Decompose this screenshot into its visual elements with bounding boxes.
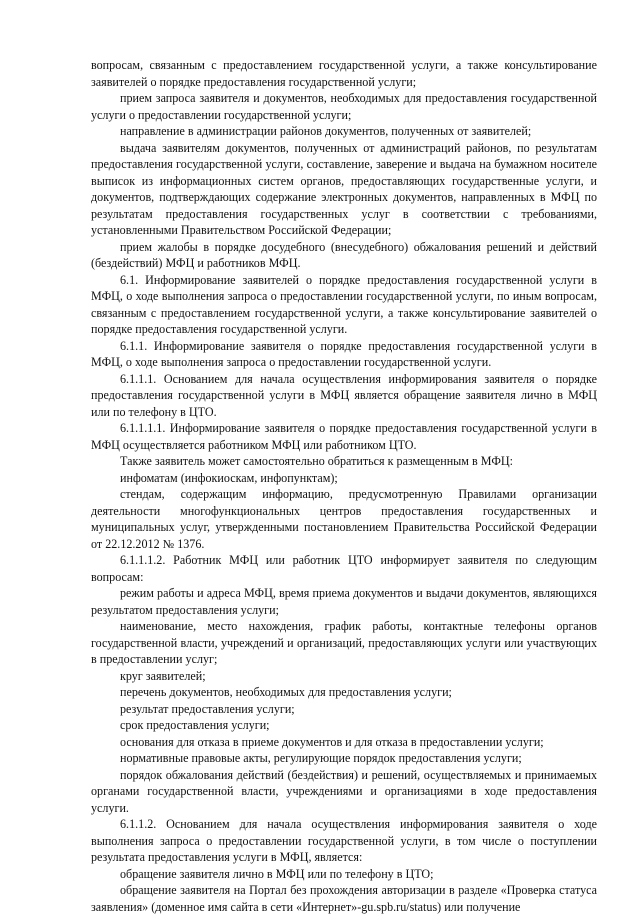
paragraph: 6.1. Информирование заявителей о порядке предоставления государственной услуги в МФЦ, о ходе выполнения запроса о предоставлении государственной услуги, по иным вопросам, связанным с предоставлением государственной услуги, а также консультирование заявителей о порядке предоставления государственной услуги. [91,272,597,336]
paragraph: результат предоставления услуги; [120,701,295,716]
paragraph: перечень документов, необходимых для предоставления услуги; [120,685,452,699]
document-page [91,57,597,915]
paragraph: порядок обжалования действий (бездействия) и решений, осуществляемых и принимаемых органами государственной власти, учреждениями и организациями в ходе предоставления услуги. [91,767,597,815]
paragraph: Также заявитель может самостоятельно обратиться к размещенным в МФЦ: [120,454,513,468]
paragraph: нормативные правовые акты, регулирующие порядок предоставления услуги; [120,751,522,765]
paragraph: основания для отказа в приеме документов и для отказа в предоставлении услуги; [120,734,544,749]
paragraph: направление в администрации районов документов, полученных от заявителей; [120,124,532,138]
paragraph: срок предоставления услуги; [120,718,270,732]
paragraph: наименование, место нахождения, график работы, контактные телефоны органов государственной власти, учреждений и организаций, предоставляющих услуги или участвующих в предоставлении услуг; [91,619,597,666]
paragraph: 6.1.1.1. Основанием для начала осуществления информирования заявителя о порядке предоставления государственной услуги в МФЦ является обращение заявителя лично в МФЦ или по телефону в ЦТО. [91,371,597,419]
paragraph: стендам, содержащим информацию, предусмотренную Правилами организации деятельности многофункциональных центров предоставления государственных и муниципальных услуг, утвержденными постановлением Правительства Российской Федерации от 22.12.2012 № 1376. [91,487,597,551]
paragraph: обращение заявителя лично в МФЦ или по телефону в ЦТО; [120,866,434,881]
paragraph: вопросам, связанным с предоставлением государственной услуги, а также консультирование заявителей о порядке предоставления государственной услуги; [91,58,597,89]
paragraph: прием запроса заявителя и документов, необходимых для предоставления государственной услуги о предоставлении государственной услуги; [91,91,597,122]
paragraph: режим работы и адреса МФЦ, время приема документов и выдачи документов, являющихся результатом предоставления услуги; [91,586,597,617]
paragraph: круг заявителей; [120,668,206,683]
paragraph: обращение заявителя на Портал без прохождения авторизации в разделе «Проверка статуса заявления» (доменное имя сайта в сети «Интернет»-gu.spb.ru/status) или получение [91,883,597,914]
paragraph: выдача заявителям документов, полученных от администраций районов, по результатам предоставления государственной услуги, составление, заверение и выдача на бумажном носителе выписок из информационных систем органов, предоставляющих государственные услуги, и документов, подтверждающих содержание электронных документов, направленных в МФЦ по результатам предоставления государственных услуг в соответствии с требованиями, установленными Правительством Российской Федерации; [91,140,597,237]
paragraph: инфоматам (инфокиоскам, инфопунктам); [120,470,338,485]
paragraph: 6.1.1. Информирование заявителя о порядке предоставления государственной услуги в МФЦ, о ходе выполнения запроса о предоставлении государственной услуги. [91,338,597,369]
paragraph: 6.1.1.1.1. Информирование заявителя о порядке предоставления государственной услуги в МФЦ осуществляется работником МФЦ или работником ЦТО. [91,421,597,452]
paragraph: 6.1.1.1.2. Работник МФЦ или работник ЦТО информирует заявителя по следующим вопросам: [91,553,597,584]
paragraph: прием жалобы в порядке досудебного (внесудебного) обжалования решений и действий (бездействий) МФЦ и работников МФЦ. [91,239,597,270]
paragraph: 6.1.1.2. Основанием для начала осуществления информирования заявителя о ходе выполнения запроса о предоставлении государственной услуги, в том числе о поступлении результата предоставления услуги в МФЦ, является: [91,817,597,864]
